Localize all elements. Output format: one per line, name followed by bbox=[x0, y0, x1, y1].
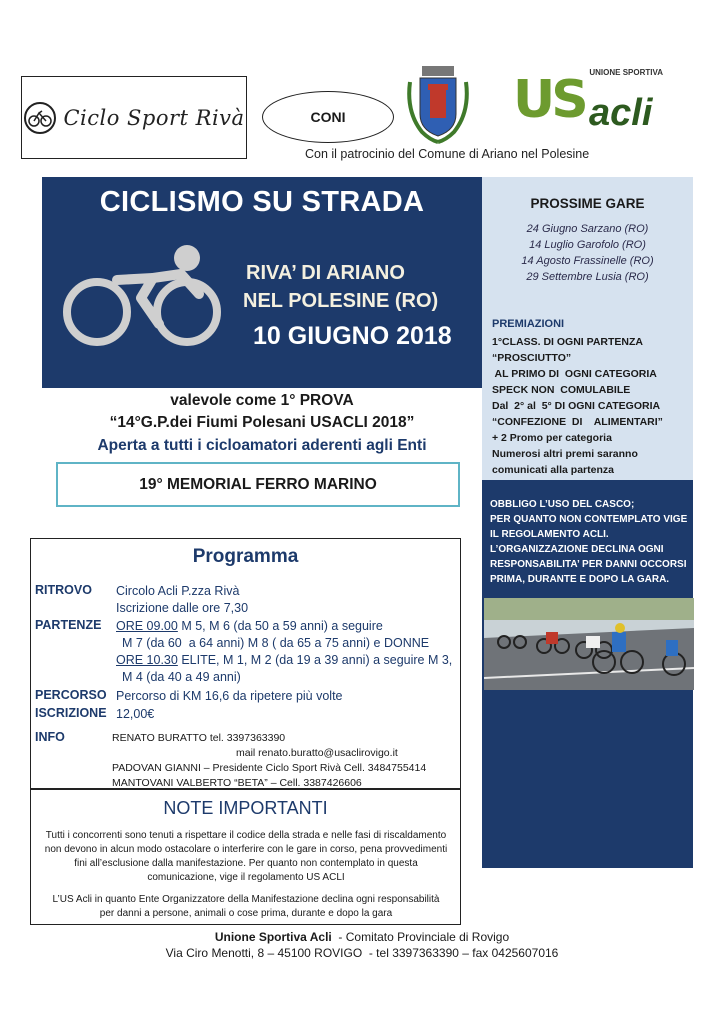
bicycle-icon bbox=[23, 101, 57, 135]
ritrovo-value-2: Iscrizione dalle ore 7,30 bbox=[116, 601, 249, 615]
program-title: Programma bbox=[192, 546, 299, 567]
rules-line: OBBLIGO L’USO DEL CASCO; bbox=[490, 499, 635, 510]
club-logo bbox=[21, 76, 247, 159]
start-time: ORE 09.00 bbox=[116, 619, 178, 633]
race-photo-image bbox=[484, 598, 694, 690]
ritrovo-label: RITROVO bbox=[35, 583, 92, 597]
upcoming-races-title: PROSSIME GARE bbox=[530, 196, 645, 211]
iscrizione-label: ISCRIZIONE bbox=[35, 706, 107, 720]
footer-address: Via Ciro Menotti, 8 – 45100 ROVIGO - tel 3397363390 – fax 0425607016 bbox=[165, 946, 559, 960]
info-email: mail renato.buratto@usaclirovigo.it bbox=[236, 747, 398, 759]
usacli-logo bbox=[513, 60, 663, 140]
rules-line: PER QUANTO NON CONTEMPLATO VIGE bbox=[490, 514, 688, 525]
upcoming-races-list bbox=[482, 221, 693, 285]
list-item: 24 Giugno Sarzano (RO) bbox=[526, 223, 649, 235]
list-item: Numerosi altri premi saranno bbox=[492, 448, 638, 460]
rules-notice bbox=[490, 497, 694, 587]
list-item: 29 Settembre Lusia (RO) bbox=[526, 271, 649, 283]
coni-logo: CONI bbox=[262, 91, 394, 143]
municipal-crest-icon bbox=[402, 62, 474, 144]
memorial-text: 19° MEMORIAL FERRO MARINO bbox=[139, 475, 377, 493]
rules-line: L’ORGANIZZAZIONE DECLINA OGNI bbox=[490, 544, 664, 555]
grand-prix-text: “14°G.P.dei Fiumi Polesani USACLI 2018” bbox=[109, 414, 415, 431]
usacli-us: US bbox=[513, 70, 585, 130]
info-contact-2: PADOVAN GIANNI – Presidente Ciclo Sport Rivà Cell. 3484755414 bbox=[112, 762, 427, 774]
percorso-label: PERCORSO bbox=[35, 688, 107, 702]
list-item: Dal 2° al 5° DI OGNI CATEGORIA bbox=[492, 400, 661, 412]
patronage-text: Con il patrocinio del Comune di Ariano nel Polesine bbox=[305, 147, 590, 161]
open-to-text: Aperta a tutti i cicloamatori aderenti agli Enti bbox=[97, 437, 427, 454]
footer-org-rest: - Comitato Provinciale di Rovigo bbox=[331, 930, 510, 944]
memorial-box bbox=[56, 462, 460, 507]
rules-line: PRIMA, DURANTE E DOPO LA GARA. bbox=[490, 574, 670, 585]
list-item: SPECK NON COMULABILE bbox=[492, 384, 631, 396]
list-item: AL PRIMO DI OGNI CATEGORIA bbox=[492, 368, 657, 380]
notes-paragraph-1: Tutti i concorrenti sono tenuti a rispettare il codice della strada e nelle fasi di riscaldamento non devono in alcun modo ostacolare o interferire con le gare in corso, pena provvedimenti fini all’esclusione dalla manifestazione. Per quanto non contemplato in questa comunicazione, vige il regolamento US ACLI bbox=[44, 830, 448, 883]
list-item: 1°CLASS. DI OGNI PARTENZA bbox=[492, 336, 644, 348]
usacli-acli: acli bbox=[589, 92, 653, 134]
notes-title: NOTE IMPORTANTI bbox=[163, 798, 328, 818]
event-date: 10 GIUGNO 2018 bbox=[253, 322, 452, 350]
prizes-list bbox=[492, 334, 692, 478]
partenze-line-3 bbox=[116, 652, 452, 669]
iscrizione-value: 12,00€ bbox=[116, 707, 155, 721]
partenze-text: ELITE, M 1, M 2 (da 19 a 39 anni) a seguire M 3, bbox=[177, 653, 453, 667]
info-label: INFO bbox=[35, 730, 65, 744]
cyclist-icon bbox=[55, 240, 225, 350]
partenze-line-4: M 4 (da 40 a 49 anni) bbox=[122, 670, 241, 684]
event-place-line2: NEL POLESINE (RO) bbox=[243, 290, 439, 312]
event-title: CICLISMO SU STRADA bbox=[99, 186, 425, 218]
usacli-subtitle: UNIONE SPORTIVA bbox=[589, 68, 663, 77]
start-time: ORE 10.30 bbox=[116, 653, 178, 667]
list-item: “CONFEZIONE DI ALIMENTARI” bbox=[492, 416, 663, 428]
list-item: 14 Agosto Frassinelle (RO) bbox=[521, 255, 654, 267]
info-contact-3: MANTOVANI VALBERTO “BETA” – Cell. 3387426606 bbox=[112, 777, 362, 789]
partenze-text: M 5, M 6 (da 50 a 59 anni) a seguire bbox=[177, 619, 383, 633]
ritrovo-value-1: Circolo Acli P.zza Rivà bbox=[116, 584, 240, 598]
valid-as-text: valevole come 1° PROVA bbox=[170, 392, 354, 409]
list-item: 14 Luglio Garofolo (RO) bbox=[529, 239, 646, 251]
footer-org-name: Unione Sportiva Acli bbox=[214, 930, 332, 944]
event-place-line1: RIVA’ DI ARIANO bbox=[246, 262, 405, 284]
info-contact-1: RENATO BURATTO tel. 3397363390 bbox=[112, 732, 286, 744]
partenze-label: PARTENZE bbox=[35, 618, 102, 632]
partenze-line-2: M 7 (da 60 a 64 anni) M 8 ( da 65 a 75 anni) e DONNE bbox=[122, 636, 430, 650]
list-item: “PROSCIUTTO” bbox=[492, 352, 572, 364]
footer-organization bbox=[0, 930, 724, 944]
list-item: + 2 Promo per categoria bbox=[492, 432, 612, 444]
rules-line: IL REGOLAMENTO ACLI. bbox=[490, 529, 609, 540]
list-item: comunicati alla partenza bbox=[492, 464, 614, 476]
club-name: Ciclo Sport Rivà bbox=[63, 105, 245, 130]
prizes-title: PREMIAZIONI bbox=[492, 318, 565, 330]
percorso-value: Percorso di KM 16,6 da ripetere più volte bbox=[116, 689, 343, 703]
partenze-line-1 bbox=[116, 618, 383, 635]
notes-paragraph-2: L’US Acli in quanto Ente Organizzatore della Manifestazione declina ogni responsabilità per danni a persone, animali o cose prima, durante e dopo la gara bbox=[52, 894, 440, 919]
rules-line: RESPONSABILITA’ PER DANNI OCCORSI bbox=[490, 559, 687, 570]
